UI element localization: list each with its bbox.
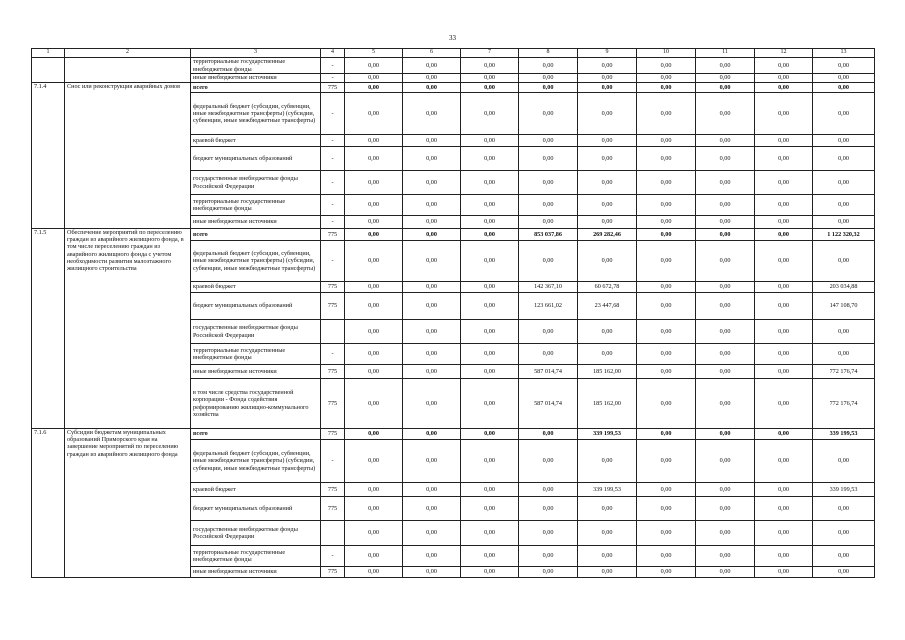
amount-cell: 0,00 — [813, 93, 875, 135]
funding-source: государственные внебюджетные фонды Российской Федерации — [191, 171, 321, 195]
amount-cell: 0,00 — [519, 58, 578, 74]
amount-cell: 0,00 — [813, 344, 875, 365]
amount-cell: 0,00 — [637, 546, 696, 567]
admin-code: - — [321, 241, 345, 282]
amount-cell: 0,00 — [637, 483, 696, 497]
amount-cell: 0,00 — [755, 483, 813, 497]
funding-source: всего — [191, 83, 321, 93]
amount-cell: 0,00 — [578, 546, 637, 567]
amount-cell: 0,00 — [755, 195, 813, 216]
admin-code: 775 — [321, 567, 345, 578]
amount-cell: 0,00 — [637, 74, 696, 83]
amount-cell: 1 122 320,32 — [813, 229, 875, 241]
admin-code: 775 — [321, 83, 345, 93]
amount-cell: 0,00 — [519, 429, 578, 440]
amount-cell: 0,00 — [755, 521, 813, 546]
amount-cell: 0,00 — [696, 135, 755, 147]
amount-cell: 0,00 — [403, 521, 461, 546]
amount-cell: 0,00 — [755, 320, 813, 344]
funding-source: краевой бюджет — [191, 135, 321, 147]
amount-cell: 0,00 — [755, 546, 813, 567]
item-name — [65, 58, 191, 83]
amount-cell: 0,00 — [696, 241, 755, 282]
amount-cell: 0,00 — [345, 344, 403, 365]
amount-cell: 0,00 — [345, 379, 403, 429]
amount-cell: 0,00 — [578, 83, 637, 93]
amount-cell: 0,00 — [755, 171, 813, 195]
amount-cell: 0,00 — [637, 58, 696, 74]
admin-code: - — [321, 135, 345, 147]
amount-cell: 0,00 — [696, 83, 755, 93]
admin-code: 775 — [321, 379, 345, 429]
table-row — [32, 429, 875, 440]
amount-cell: 142 367,10 — [519, 282, 578, 293]
amount-cell: 0,00 — [813, 58, 875, 74]
item-number — [32, 58, 65, 83]
amount-cell: 0,00 — [461, 83, 519, 93]
amount-cell: 0,00 — [813, 440, 875, 483]
amount-cell: 0,00 — [403, 483, 461, 497]
funding-source: краевой бюджет — [191, 282, 321, 293]
admin-code: 775 — [321, 483, 345, 497]
amount-cell: 587 014,74 — [519, 379, 578, 429]
amount-cell: 0,00 — [578, 521, 637, 546]
amount-cell: 0,00 — [813, 521, 875, 546]
amount-cell: 0,00 — [345, 135, 403, 147]
amount-cell: 0,00 — [403, 293, 461, 320]
amount-cell: 0,00 — [403, 567, 461, 578]
amount-cell: 0,00 — [345, 440, 403, 483]
amount-cell: 0,00 — [696, 58, 755, 74]
amount-cell: 0,00 — [519, 521, 578, 546]
amount-cell: 0,00 — [696, 546, 755, 567]
amount-cell: 0,00 — [461, 546, 519, 567]
amount-cell: 0,00 — [403, 195, 461, 216]
amount-cell: 0,00 — [403, 546, 461, 567]
amount-cell: 0,00 — [461, 379, 519, 429]
amount-cell: 339 199,53 — [813, 483, 875, 497]
amount-cell: 23 447,68 — [578, 293, 637, 320]
amount-cell: 0,00 — [403, 93, 461, 135]
amount-cell: 0,00 — [696, 497, 755, 521]
amount-cell: 0,00 — [696, 74, 755, 83]
amount-cell: 0,00 — [755, 344, 813, 365]
amount-cell: 0,00 — [578, 195, 637, 216]
amount-cell: 0,00 — [403, 171, 461, 195]
amount-cell: 0,00 — [637, 440, 696, 483]
funding-source: федеральный бюджет (субсидии, субвенции, иные межбюджетные трансферты) (субсидии, субвенции, иные межбюджетные трансферты) — [191, 440, 321, 483]
amount-cell: 0,00 — [755, 147, 813, 171]
amount-cell: 0,00 — [696, 147, 755, 171]
amount-cell: 0,00 — [345, 567, 403, 578]
admin-code — [321, 320, 345, 344]
amount-cell: 0,00 — [637, 567, 696, 578]
amount-cell: 0,00 — [345, 546, 403, 567]
item-number: 7.1.4 — [32, 83, 65, 229]
amount-cell: 0,00 — [403, 440, 461, 483]
amount-cell: 0,00 — [813, 195, 875, 216]
amount-cell: 0,00 — [461, 365, 519, 379]
amount-cell: 0,00 — [578, 344, 637, 365]
amount-cell: 0,00 — [755, 241, 813, 282]
column-header: 11 — [696, 49, 755, 58]
amount-cell: 60 672,78 — [578, 282, 637, 293]
column-header: 9 — [578, 49, 637, 58]
amount-cell: 0,00 — [813, 171, 875, 195]
header-row — [32, 49, 875, 58]
funding-source: иные внебюджетные источники — [191, 216, 321, 229]
item-name: Снос или реконструкция аварийных домов — [65, 83, 191, 229]
amount-cell: 0,00 — [345, 216, 403, 229]
admin-code: - — [321, 216, 345, 229]
amount-cell: 0,00 — [345, 282, 403, 293]
amount-cell: 0,00 — [345, 93, 403, 135]
amount-cell: 0,00 — [403, 83, 461, 93]
amount-cell: 0,00 — [461, 147, 519, 171]
amount-cell: 0,00 — [813, 497, 875, 521]
amount-cell: 0,00 — [637, 429, 696, 440]
budget-table — [31, 48, 875, 578]
amount-cell: 0,00 — [461, 567, 519, 578]
funding-source: бюджет муниципальных образований — [191, 147, 321, 171]
column-header: 12 — [755, 49, 813, 58]
admin-code: 775 — [321, 429, 345, 440]
amount-cell: 0,00 — [519, 74, 578, 83]
amount-cell: 0,00 — [637, 379, 696, 429]
amount-cell: 0,00 — [403, 216, 461, 229]
amount-cell: 0,00 — [637, 293, 696, 320]
amount-cell: 0,00 — [578, 320, 637, 344]
amount-cell: 0,00 — [755, 379, 813, 429]
amount-cell: 853 037,86 — [519, 229, 578, 241]
amount-cell: 0,00 — [403, 229, 461, 241]
amount-cell: 0,00 — [755, 282, 813, 293]
amount-cell: 0,00 — [578, 440, 637, 483]
amount-cell: 0,00 — [519, 483, 578, 497]
amount-cell: 0,00 — [345, 293, 403, 320]
amount-cell: 0,00 — [461, 135, 519, 147]
amount-cell: 0,00 — [519, 241, 578, 282]
amount-cell: 0,00 — [696, 320, 755, 344]
amount-cell: 0,00 — [345, 429, 403, 440]
amount-cell: 0,00 — [813, 83, 875, 93]
amount-cell: 0,00 — [637, 147, 696, 171]
amount-cell: 0,00 — [403, 282, 461, 293]
amount-cell: 0,00 — [345, 147, 403, 171]
amount-cell: 185 162,00 — [578, 365, 637, 379]
amount-cell: 0,00 — [637, 241, 696, 282]
amount-cell: 587 014,74 — [519, 365, 578, 379]
amount-cell: 269 282,46 — [578, 229, 637, 241]
amount-cell: 0,00 — [637, 344, 696, 365]
amount-cell: 0,00 — [461, 58, 519, 74]
admin-code: 775 — [321, 229, 345, 241]
amount-cell: 0,00 — [461, 282, 519, 293]
amount-cell: 0,00 — [696, 282, 755, 293]
amount-cell: 339 199,53 — [578, 429, 637, 440]
amount-cell: 0,00 — [345, 521, 403, 546]
funding-source: государственные внебюджетные фонды Российской Федерации — [191, 320, 321, 344]
column-header: 5 — [345, 49, 403, 58]
amount-cell: 0,00 — [578, 241, 637, 282]
funding-source: иные внебюджетные источники — [191, 567, 321, 578]
amount-cell: 0,00 — [578, 93, 637, 135]
amount-cell: 0,00 — [461, 521, 519, 546]
funding-source: краевой бюджет — [191, 483, 321, 497]
funding-source: территориальные государственные внебюджетные фонды — [191, 58, 321, 74]
amount-cell: 0,00 — [403, 241, 461, 282]
amount-cell: 0,00 — [403, 497, 461, 521]
amount-cell: 0,00 — [461, 293, 519, 320]
amount-cell: 0,00 — [461, 241, 519, 282]
amount-cell: 0,00 — [519, 344, 578, 365]
amount-cell: 0,00 — [813, 74, 875, 83]
amount-cell: 0,00 — [696, 521, 755, 546]
amount-cell: 0,00 — [519, 497, 578, 521]
amount-cell: 0,00 — [519, 546, 578, 567]
column-header: 1 — [32, 49, 65, 58]
item-number: 7.1.6 — [32, 429, 65, 578]
amount-cell: 0,00 — [403, 320, 461, 344]
amount-cell: 0,00 — [696, 216, 755, 229]
admin-code: - — [321, 344, 345, 365]
amount-cell: 0,00 — [637, 216, 696, 229]
amount-cell: 0,00 — [461, 74, 519, 83]
amount-cell: 203 034,88 — [813, 282, 875, 293]
amount-cell: 0,00 — [696, 171, 755, 195]
amount-cell: 0,00 — [578, 567, 637, 578]
amount-cell: 0,00 — [403, 365, 461, 379]
amount-cell: 0,00 — [755, 229, 813, 241]
amount-cell: 0,00 — [696, 195, 755, 216]
amount-cell: 0,00 — [637, 282, 696, 293]
column-header: 4 — [321, 49, 345, 58]
amount-cell: 123 661,02 — [519, 293, 578, 320]
amount-cell: 0,00 — [755, 74, 813, 83]
amount-cell: 0,00 — [637, 497, 696, 521]
amount-cell: 0,00 — [345, 365, 403, 379]
amount-cell: 0,00 — [637, 171, 696, 195]
funding-source: территориальные государственные внебюджетные фонды — [191, 195, 321, 216]
amount-cell: 0,00 — [755, 429, 813, 440]
amount-cell: 0,00 — [403, 379, 461, 429]
amount-cell: 0,00 — [637, 83, 696, 93]
amount-cell: 0,00 — [461, 229, 519, 241]
amount-cell: 0,00 — [813, 216, 875, 229]
amount-cell: 0,00 — [755, 293, 813, 320]
funding-source: территориальные государственные внебюджетные фонды — [191, 344, 321, 365]
amount-cell: 0,00 — [345, 320, 403, 344]
amount-cell: 0,00 — [637, 320, 696, 344]
amount-cell: 339 199,53 — [813, 429, 875, 440]
funding-source: бюджет муниципальных образований — [191, 497, 321, 521]
amount-cell: 0,00 — [637, 521, 696, 546]
amount-cell: 0,00 — [461, 440, 519, 483]
amount-cell: 0,00 — [755, 497, 813, 521]
admin-code: 775 — [321, 282, 345, 293]
admin-code: - — [321, 440, 345, 483]
amount-cell: 0,00 — [637, 365, 696, 379]
funding-source: федеральный бюджет (субсидии, субвенции, иные межбюджетные трансферты) (субсидии, субвенции, иные межбюджетные трансферты) — [191, 241, 321, 282]
funding-source: территориальные государственные внебюджетные фонды — [191, 546, 321, 567]
amount-cell: 0,00 — [755, 83, 813, 93]
amount-cell: 0,00 — [813, 241, 875, 282]
amount-cell: 0,00 — [345, 483, 403, 497]
amount-cell: 0,00 — [813, 567, 875, 578]
amount-cell: 772 176,74 — [813, 365, 875, 379]
amount-cell: 0,00 — [696, 293, 755, 320]
funding-source: всего — [191, 429, 321, 440]
amount-cell: 0,00 — [519, 320, 578, 344]
amount-cell: 0,00 — [578, 135, 637, 147]
column-header: 2 — [65, 49, 191, 58]
amount-cell: 0,00 — [696, 440, 755, 483]
amount-cell: 0,00 — [403, 135, 461, 147]
amount-cell: 0,00 — [637, 135, 696, 147]
page-number: 33 — [449, 34, 456, 42]
amount-cell: 0,00 — [403, 429, 461, 440]
admin-code: - — [321, 147, 345, 171]
funding-source: государственные внебюджетные фонды Российской Федерации — [191, 521, 321, 546]
table-row — [32, 58, 875, 74]
amount-cell: 0,00 — [345, 58, 403, 74]
amount-cell: 0,00 — [755, 567, 813, 578]
amount-cell: 772 176,74 — [813, 379, 875, 429]
amount-cell: 0,00 — [578, 58, 637, 74]
amount-cell: 0,00 — [637, 93, 696, 135]
item-name: Обеспечение мероприятий по переселению граждан из аварийного жилищного фонда, в том числе переселению граждан из аварийного жилищного фонда с учетом необходимости развития малоэтажного жилищного строительства — [65, 229, 191, 429]
funding-source: иные внебюджетные источники — [191, 365, 321, 379]
amount-cell: 0,00 — [345, 195, 403, 216]
amount-cell: 0,00 — [696, 429, 755, 440]
amount-cell: 0,00 — [519, 195, 578, 216]
table-row — [32, 83, 875, 93]
amount-cell: 0,00 — [519, 147, 578, 171]
admin-code: - — [321, 58, 345, 74]
amount-cell: 0,00 — [755, 440, 813, 483]
admin-code: 775 — [321, 365, 345, 379]
item-name: Субсидии бюджетам муниципальных образований Приморского края на завершение мероприятий по переселению граждан из аварийного жилищного фонда — [65, 429, 191, 578]
amount-cell: 0,00 — [755, 216, 813, 229]
amount-cell: 0,00 — [696, 344, 755, 365]
amount-cell: 0,00 — [403, 74, 461, 83]
amount-cell: 0,00 — [519, 135, 578, 147]
amount-cell: 0,00 — [519, 567, 578, 578]
amount-cell: 0,00 — [345, 171, 403, 195]
amount-cell: 0,00 — [403, 58, 461, 74]
amount-cell: 185 162,00 — [578, 379, 637, 429]
admin-code — [321, 521, 345, 546]
amount-cell: 0,00 — [578, 74, 637, 83]
funding-source: всего — [191, 229, 321, 241]
amount-cell: 0,00 — [578, 216, 637, 229]
amount-cell: 0,00 — [755, 58, 813, 74]
admin-code: - — [321, 74, 345, 83]
funding-source: федеральный бюджет (субсидии, субвенции, иные межбюджетные трансферты) (субсидии, субвенции, иные межбюджетные трансферты) — [191, 93, 321, 135]
amount-cell: 339 199,53 — [578, 483, 637, 497]
funding-source: иные внебюджетные источники — [191, 74, 321, 83]
amount-cell: 0,00 — [461, 320, 519, 344]
amount-cell: 0,00 — [461, 195, 519, 216]
amount-cell: 0,00 — [461, 429, 519, 440]
admin-code: - — [321, 171, 345, 195]
amount-cell: 0,00 — [755, 365, 813, 379]
amount-cell: 0,00 — [813, 546, 875, 567]
amount-cell: 0,00 — [813, 320, 875, 344]
amount-cell: 0,00 — [461, 93, 519, 135]
amount-cell: 0,00 — [461, 171, 519, 195]
amount-cell: 0,00 — [696, 93, 755, 135]
amount-cell: 0,00 — [578, 497, 637, 521]
admin-code: - — [321, 195, 345, 216]
column-header: 8 — [519, 49, 578, 58]
amount-cell: 0,00 — [637, 229, 696, 241]
amount-cell: 0,00 — [696, 379, 755, 429]
amount-cell: 0,00 — [813, 147, 875, 171]
column-header: 6 — [403, 49, 461, 58]
admin-code: 775 — [321, 497, 345, 521]
amount-cell: 0,00 — [519, 93, 578, 135]
amount-cell: 0,00 — [403, 344, 461, 365]
amount-cell: 0,00 — [696, 483, 755, 497]
amount-cell: 0,00 — [461, 483, 519, 497]
amount-cell: 147 108,70 — [813, 293, 875, 320]
amount-cell: 0,00 — [578, 147, 637, 171]
column-header: 10 — [637, 49, 696, 58]
amount-cell: 0,00 — [755, 93, 813, 135]
amount-cell: 0,00 — [461, 216, 519, 229]
amount-cell: 0,00 — [345, 497, 403, 521]
amount-cell: 0,00 — [519, 216, 578, 229]
column-header: 3 — [191, 49, 321, 58]
amount-cell: 0,00 — [696, 365, 755, 379]
amount-cell: 0,00 — [461, 497, 519, 521]
amount-cell: 0,00 — [519, 83, 578, 93]
amount-cell: 0,00 — [403, 147, 461, 171]
admin-code: - — [321, 93, 345, 135]
column-header: 13 — [813, 49, 875, 58]
amount-cell: 0,00 — [637, 195, 696, 216]
amount-cell: 0,00 — [813, 135, 875, 147]
table-row — [32, 229, 875, 241]
amount-cell: 0,00 — [345, 229, 403, 241]
amount-cell: 0,00 — [345, 83, 403, 93]
amount-cell: 0,00 — [519, 440, 578, 483]
amount-cell: 0,00 — [519, 171, 578, 195]
amount-cell: 0,00 — [755, 135, 813, 147]
column-header: 7 — [461, 49, 519, 58]
funding-source: в том числе средства государственной корпорации - Фонда содействия реформированию жилищно-коммунального хозяйства — [191, 379, 321, 429]
amount-cell: 0,00 — [461, 344, 519, 365]
amount-cell: 0,00 — [696, 567, 755, 578]
amount-cell: 0,00 — [345, 241, 403, 282]
admin-code: 775 — [321, 293, 345, 320]
amount-cell: 0,00 — [696, 229, 755, 241]
item-number: 7.1.5 — [32, 229, 65, 429]
funding-source: бюджет муниципальных образований — [191, 293, 321, 320]
amount-cell: 0,00 — [345, 74, 403, 83]
amount-cell: 0,00 — [578, 171, 637, 195]
admin-code: - — [321, 546, 345, 567]
